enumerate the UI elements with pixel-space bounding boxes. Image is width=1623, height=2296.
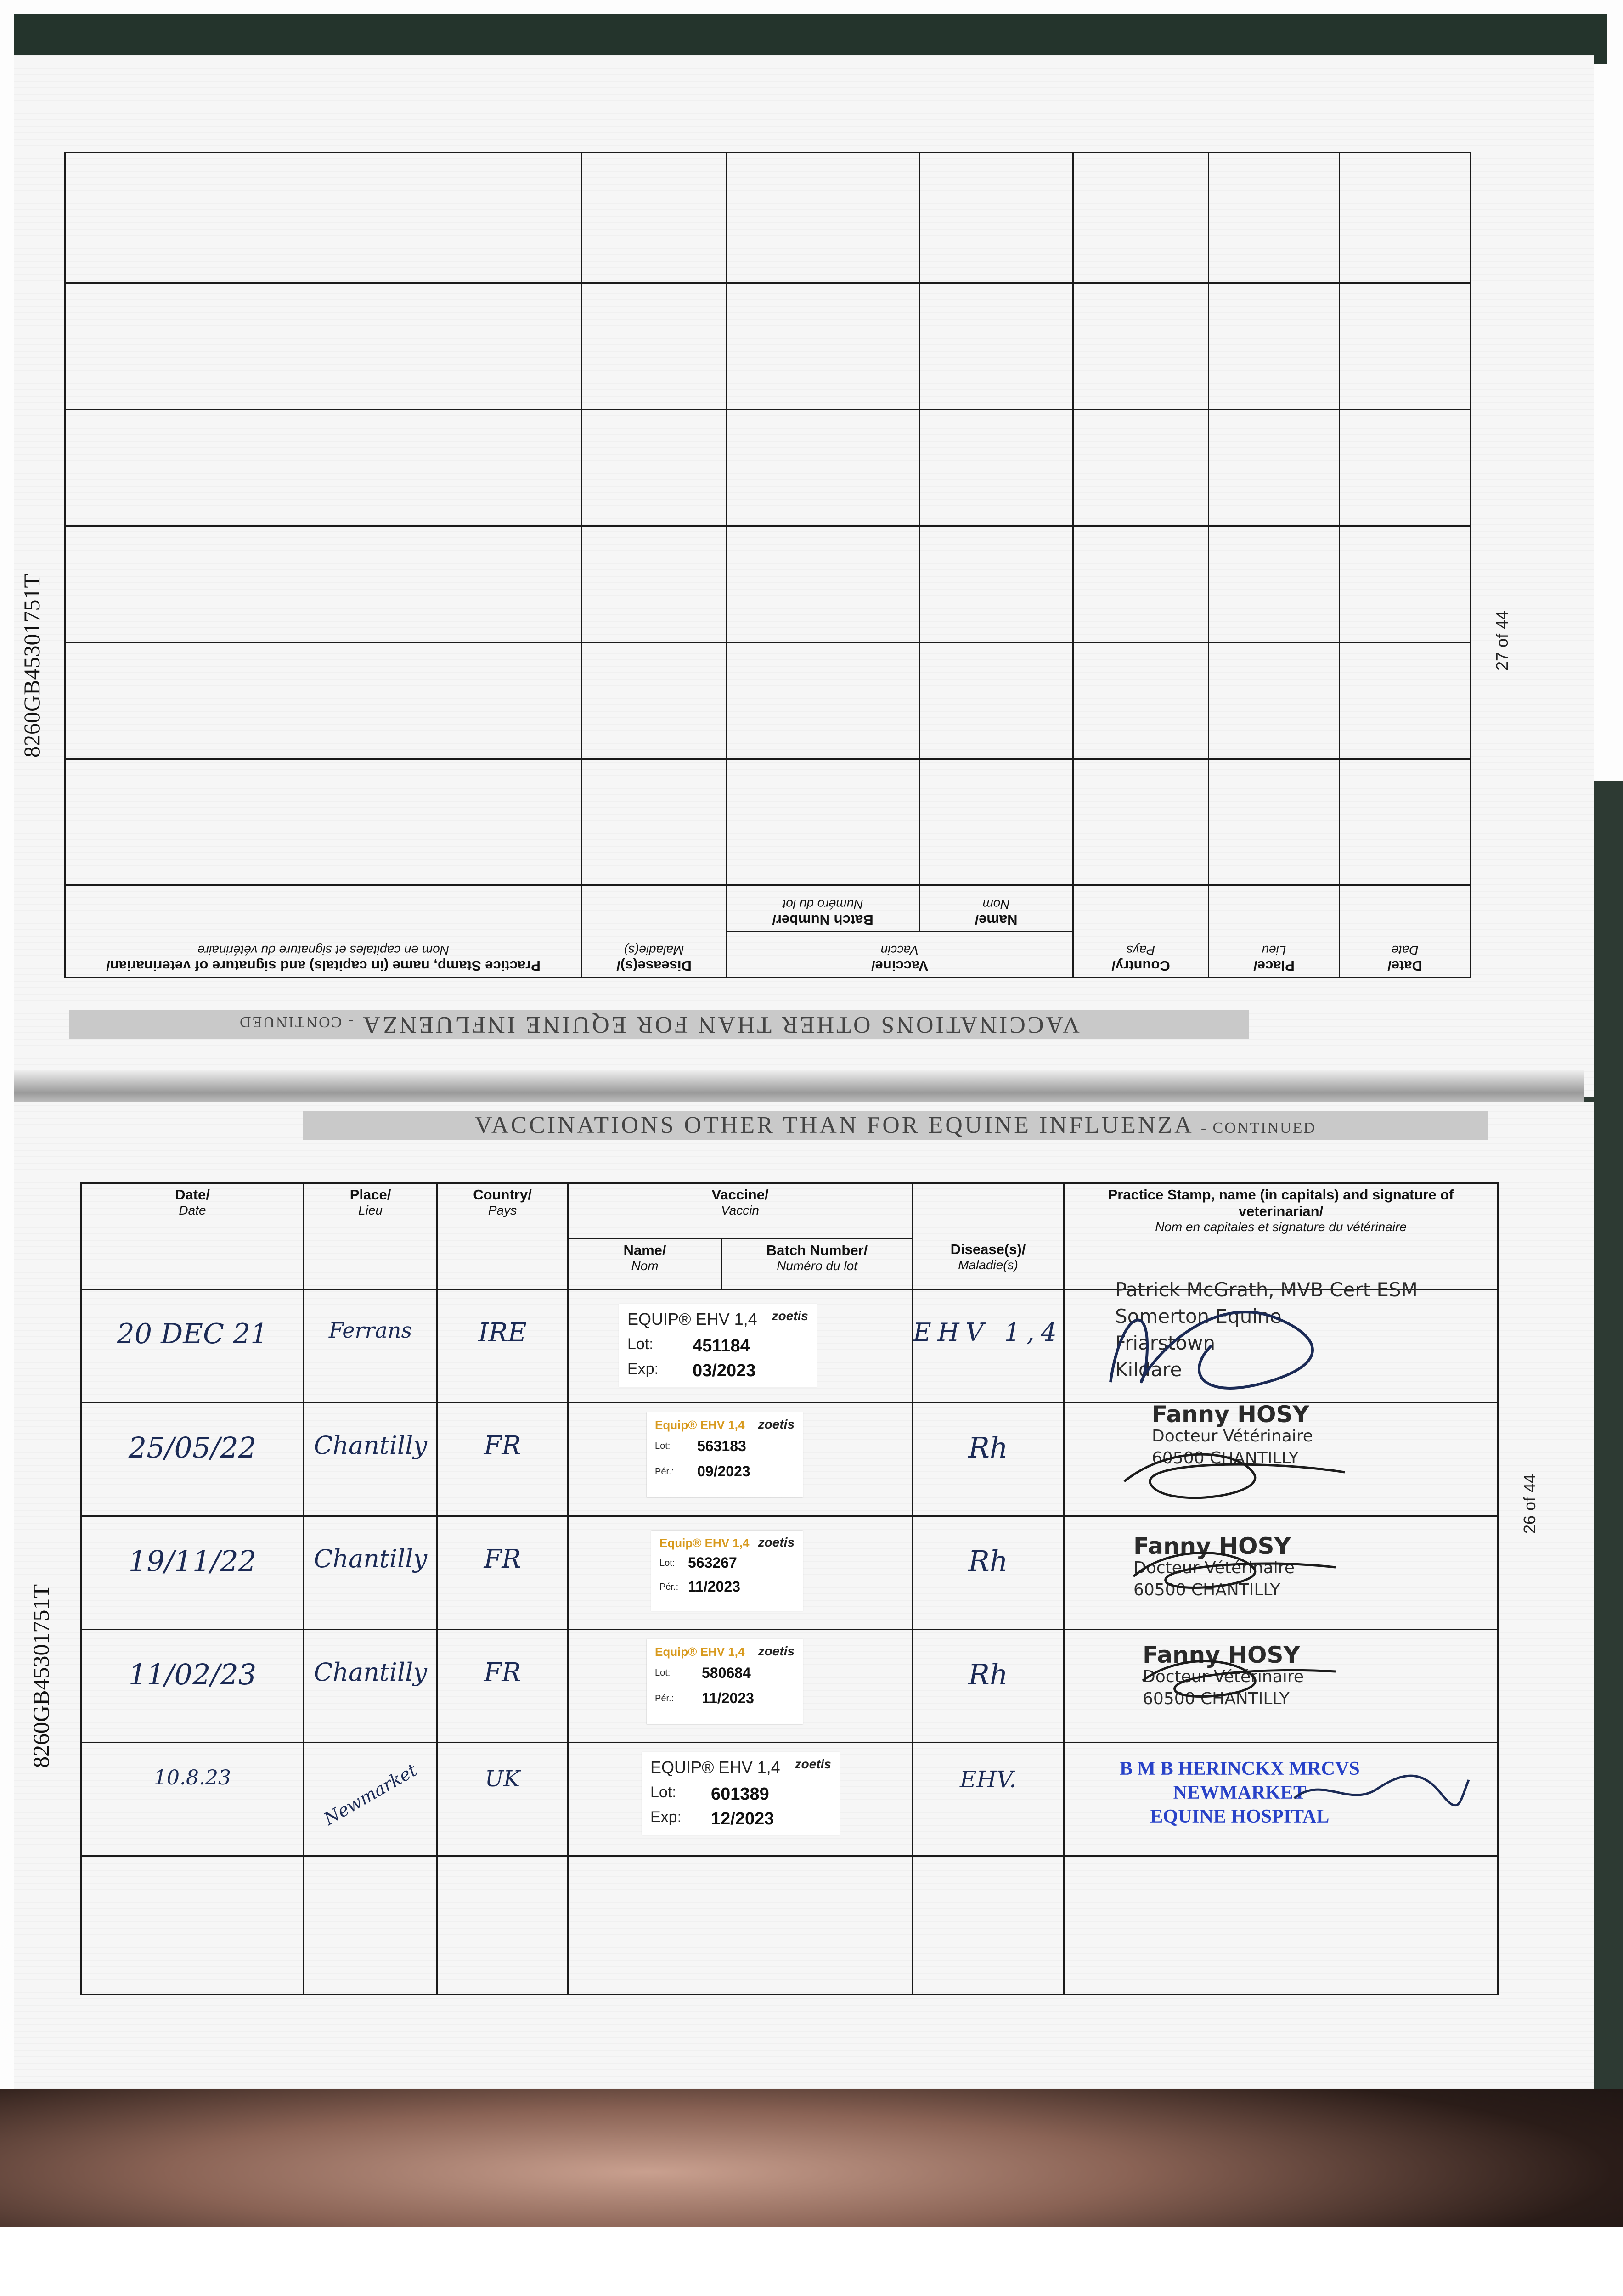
place-cell: Newmarket [304,1743,437,1856]
vet-signature [1092,1290,1349,1401]
header-name: Name/ Nom [919,885,1073,931]
vaccination-table-top [64,152,1471,978]
vet-signature [1133,1641,1345,1713]
country-cell: UK [437,1743,568,1856]
table-row [81,1403,1498,1516]
section-banner-bottom: VACCINATIONS OTHER THAN FOR EQUINE INFLUENZA - CONTINUED [303,1111,1488,1140]
place-cell: Chantilly [304,1516,437,1629]
header-place: Place/ Lieu [304,1183,437,1290]
date-cell: 11/02/23 [81,1629,304,1743]
header-name: Name/ Nom [568,1238,722,1289]
place-cell: Chantilly [304,1403,437,1516]
vaccine-label: EQUIP® EHV 1,4 zoetis Lot: 601389 Exp: 12/2023 [642,1752,840,1835]
vaccine-label: EQUIP® EHV 1,4 zoetis Lot: 451184 Exp: 03/2023 [619,1304,817,1387]
stamp-cell [1064,1403,1498,1516]
date-cell: 20 DEC 21 [81,1289,304,1403]
header-disease: Disease(s)/ Maladie(s) [913,1183,1064,1290]
header-batch: Batch Number/ Numéro du lot [722,1238,913,1289]
stamp-cell [1064,1629,1498,1743]
place-cell: Ferrans [304,1289,437,1403]
table-row [81,1743,1498,1856]
passport-id-bottom: 8260GB45301751T [28,1584,54,1768]
stamp-cell [1064,1743,1498,1856]
zoetis-logo: zoetis [772,1308,808,1323]
disease-cell: EHV. [913,1743,1064,1856]
country-cell: FR [437,1516,568,1629]
table-row [65,642,1471,759]
disease-cell: EHV 1,4 [913,1289,1064,1403]
header-country: Country/ Pays [1073,885,1209,978]
stamp-cell [1064,1278,1498,1403]
date-cell: 10.8.23 [81,1743,304,1856]
date-cell: 25/05/22 [81,1403,304,1516]
vet-stamp: Fanny HOSY Docteur Vétérinaire 60500 CHANTILLY [1143,1641,1304,1708]
vet-stamp: Fanny HOSY Docteur Vétérinaire 60500 CHANTILLY [1133,1532,1295,1599]
vaccine-cell [568,1289,913,1403]
table-row [65,283,1471,410]
header-date: Date/ Date [1340,885,1471,978]
disease-cell: Rh [913,1403,1064,1516]
disease-cell: Rh [913,1516,1064,1629]
vaccine-cell [568,1629,913,1743]
place-cell: Chantilly [304,1629,437,1743]
table-row [65,526,1471,642]
vaccine-label: Equip® EHV 1,4 zoetis Lot: 563183 Pér.: 09/2023 [647,1412,803,1497]
table-row [65,152,1471,283]
header-batch: Batch Number/ Numéro du lot [727,885,919,931]
vaccine-cell [568,1403,913,1516]
vet-signature [1124,1532,1345,1604]
page-number-top: 27 of 44 [1493,610,1511,670]
header-vet: Practice Stamp, name (in capitals) and signature of veterinarian/ Nom en capitales et signature du vétérinaire [1064,1183,1498,1290]
vaccine-cell [568,1516,913,1629]
table-row [81,1856,1498,1994]
country-cell: FR [437,1403,568,1516]
header-country: Country/ Pays [437,1183,568,1290]
vet-signature [1115,1431,1354,1514]
header-date: Date/ Date [81,1183,304,1290]
zoetis-logo: zoetis [795,1757,831,1772]
vet-signature [1285,1761,1478,1817]
vet-stamp: B M B HERINCKX MRCVS NEWMARKET EQUINE HOSPITAL [1120,1758,1360,1828]
header-vaccine: Vaccine/ Vaccin [727,931,1073,977]
header-disease: Disease(s)/ Maladie(s) [582,885,727,978]
header-vet: Practice Stamp, name (in capitals) and signature of veterinarian/ Nom en capitales et signature du vétérinaire [65,885,582,978]
scan-margin-bottom [0,2227,1623,2296]
country-cell: IRE [437,1289,568,1403]
vet-stamp: Patrick McGrath, MVB Cert ESM Somerton Equine Friarstown Kildare [1115,1278,1418,1381]
table-row [81,1516,1498,1629]
vet-stamp: Fanny HOSY Docteur Vétérinaire 60500 CHANTILLY [1152,1401,1313,1468]
passport-id-top: 8260GB45301751T [19,574,45,758]
zoetis-logo: zoetis [758,1535,795,1549]
table-row [65,759,1471,885]
zoetis-logo: zoetis [758,1417,795,1432]
table-row [81,1289,1498,1403]
section-banner-top: VACCINATIONS OTHER THAN FOR EQUINE INFLUENZA - CONTINUED [69,1010,1249,1039]
country-cell: FR [437,1629,568,1743]
zoetis-logo: zoetis [758,1643,795,1658]
vaccine-cell [568,1743,913,1856]
disease-cell: Rh [913,1629,1064,1743]
date-cell: 19/11/22 [81,1516,304,1629]
vaccine-label: Equip® EHV 1,4 zoetis Lot: 563267 Pér.: 11/2023 [651,1531,803,1611]
header-vaccine: Vaccine/ Vaccin [568,1183,913,1239]
vaccination-table [80,1182,1499,1995]
table-row [65,410,1471,526]
stamp-cell [1064,1516,1498,1629]
vaccine-label: Equip® EHV 1,4 zoetis Lot: 580684 Pér.: 11/2023 [647,1639,803,1724]
header-place: Place/ Lieu [1209,885,1340,978]
page-number-bottom: 26 of 44 [1520,1474,1539,1534]
table-row [81,1629,1498,1743]
